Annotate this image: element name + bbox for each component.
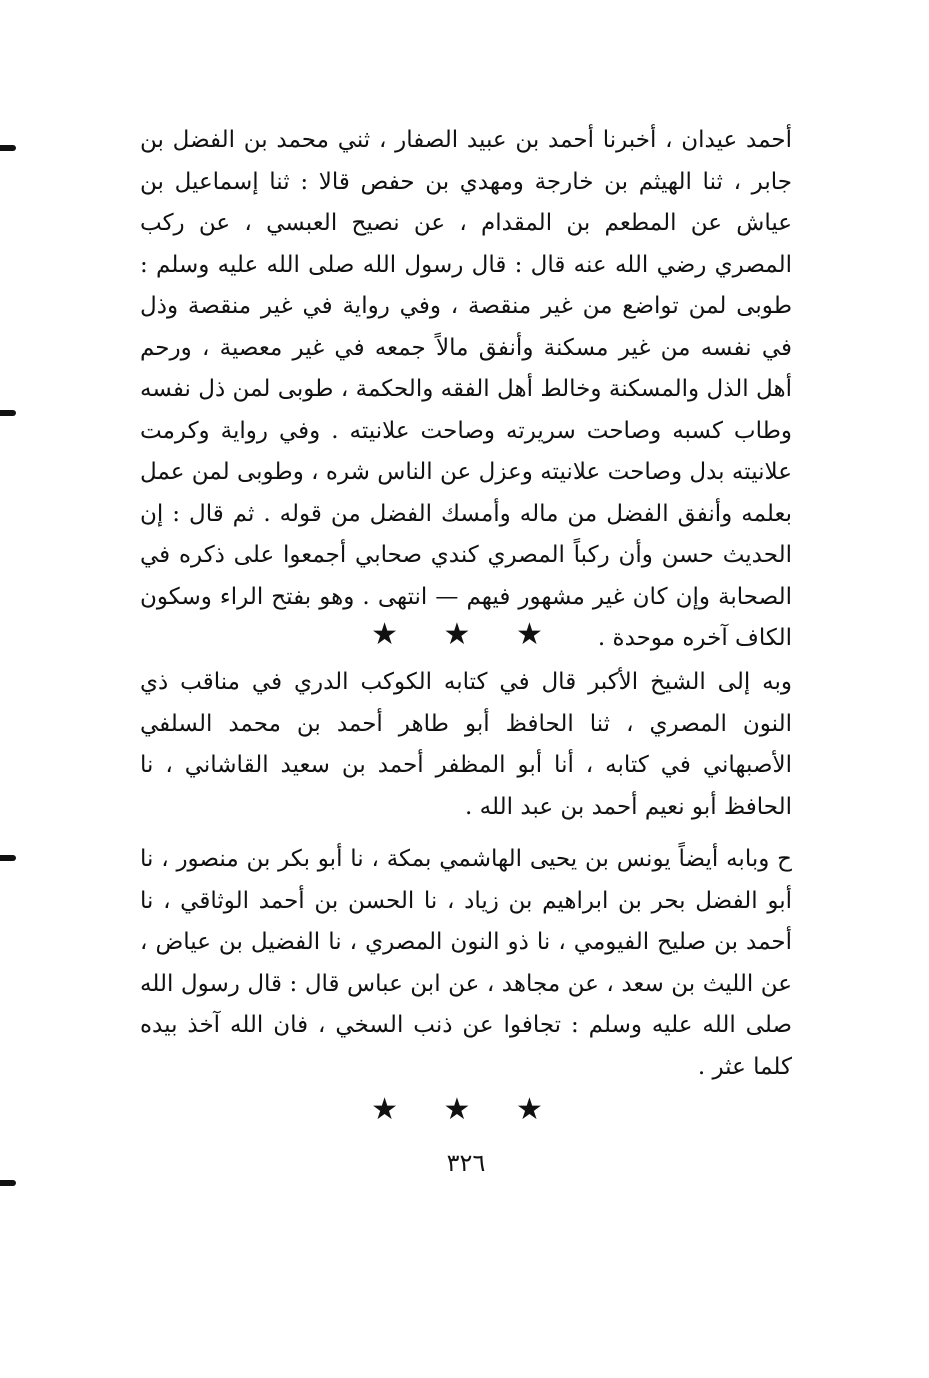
page-edge-mark — [0, 410, 16, 416]
book-page — [140, 112, 792, 1312]
paragraph-chain-of-narration: وبه إلى الشيخ الأكبر قال في كتابه الكوكب الدري في مناقب ذي النون المصري ، ثنا الحافظ أبو طاهر أحمد بن محمد السلفي الأصبهاني في كتابه ، أنا أبو المظفر أحمد بن سعيد القاشاني ، نا الحافظ أبو نعيم أحمد بن عبد الله . — [140, 669, 792, 820]
paragraph-hadith-2: ح وبابه أيضاً يونس بن يحيى الهاشمي بمكة ، نا أبو بكر بن منصور ، نا أبو الفضل بحر بن ابراهيم بن زياد ، نا الحسن بن أحمد الوثاقي ، نا أحمد بن صليح الفيومي ، نا ذو النون المصري ، نا الفضيل بن عياض ، عن الليث بن سعد ، عن مجاهد ، عن ابن عباس قال : قال رسول الله صلى الله عليه وسلم : تجافوا عن ذنب السخي ، فان الله آخذ بيده كلما عثر . — [140, 846, 792, 1080]
page-edge-mark — [0, 855, 16, 861]
page-edge-mark — [0, 1180, 16, 1186]
page-number: ٣٢٦ — [446, 1149, 486, 1177]
section-separator-stars: ★ ★ ★ — [371, 1092, 561, 1127]
section-separator-stars: ★ ★ ★ — [371, 617, 561, 652]
paragraph-hadith-1: أحمد عيدان ، أخبرنا أحمد بن عبيد الصفار ، ثني محمد بن الفضل بن جابر ، ثنا الهيثم بن خارجة ومهدي بن حفص قالا : ثنا إسماعيل بن عياش عن المطعم بن المقدام ، عن نصيح العبسي ، عن ركب المصري رضي الله عنه قال : قال رسول الله صلى الله عليه وسلم : طوبى لمن تواضع من غير منقصة ، وفي رواية في غير منقصة وذل في نفسه من غير مسكنة وأنفق مالاً جمعه في غير معصية ، ورحم أهل الذل والمسكنة وخالط أهل الفقه والحكمة ، طوبى لمن ذل نفسه وطاب كسبه وصاحت سريرته وصاحت علانيته . وفي رواية وكرمت علانيته بدل وصاحت علانيته وعزل عن الناس شره ، وطوبى لمن عمل بعلمه وأنفق الفضل من ماله وأمسك الفضل من قوله . ثم قال : إن الحديث حسن وأن ركباً المصري كندي صحابي أجمعوا على ذكره في الصحابة وإن كان غير مشهور فيهم — انتهى . وهو بفتح الراء وسكون الكاف آخره موحدة . — [140, 127, 792, 651]
page-edge-mark — [0, 145, 16, 151]
